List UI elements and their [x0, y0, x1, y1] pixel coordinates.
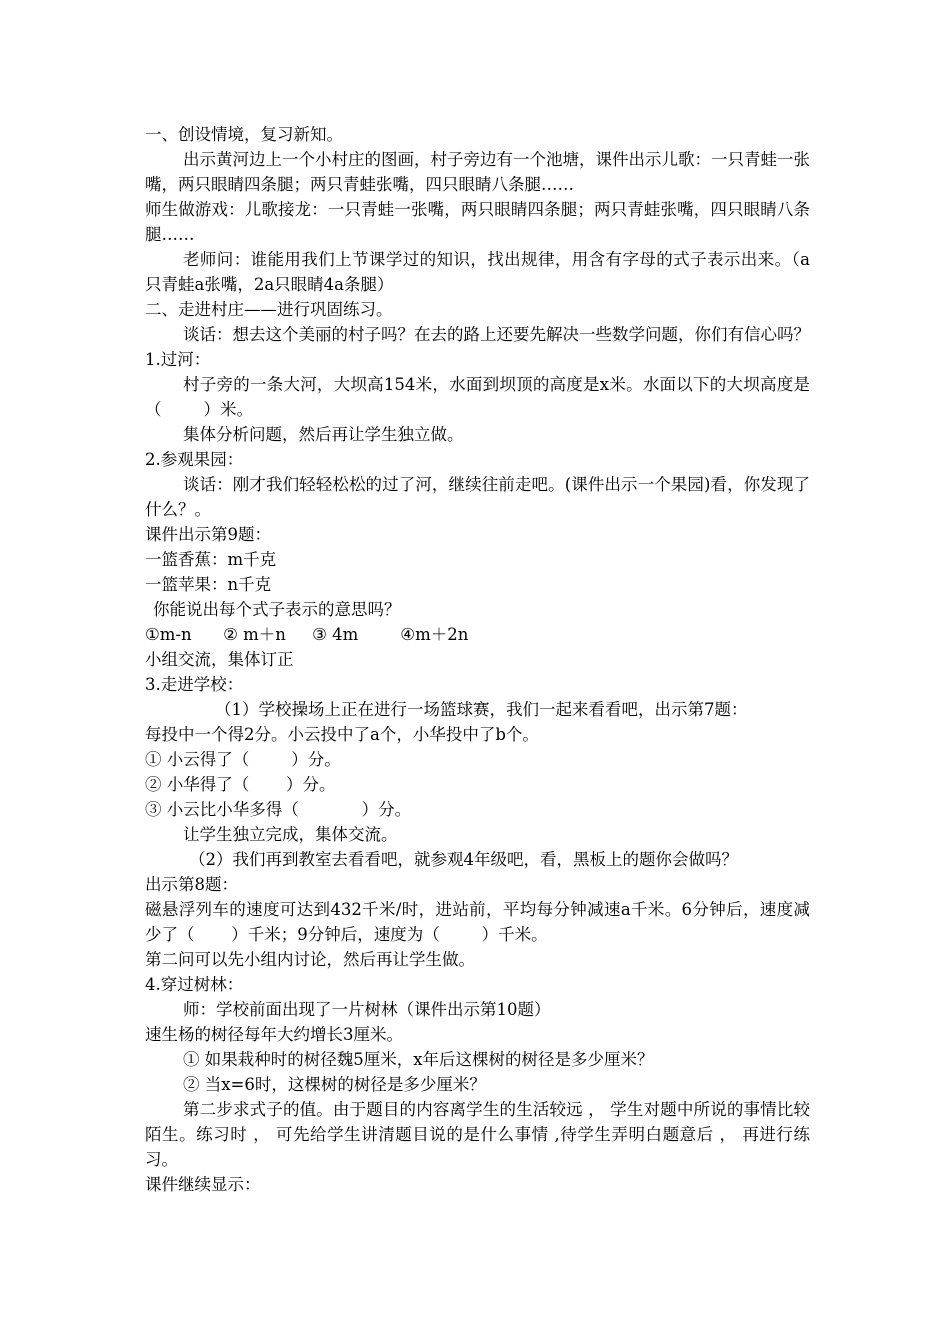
paragraph: 一篮香蕉：m千克 [145, 550, 277, 569]
paragraph: 一篮苹果：n千克 [145, 575, 272, 594]
paragraph: 村子旁的一条大河，大坝高154米，水面到坝顶的高度是x米。水面以下的大坝高度是（ ）米。 [145, 375, 810, 419]
paragraph: ③ 小云比小华多得（ ）分。 [145, 800, 412, 819]
paragraph: ① 小云得了（ ）分。 [145, 750, 341, 769]
paragraph: 老师问：谁能用我们上节课学过的知识，找出规律，用含有字母的式子表示出来。（a只青蛙a张嘴，2a只眼睛4a条腿） [145, 250, 810, 294]
paragraph: 小组交流，集体订正 [145, 650, 294, 669]
paragraph: 2.参观果园： [145, 450, 244, 469]
paragraph: 集体分析问题，然后再让学生独立做。 [183, 425, 464, 444]
paragraph: 磁悬浮列车的速度可达到432千米/时，进站前，平均每分钟减速a千米。6分钟后，速度减少了（ ）千米；9分钟后，速度为（ ）千米。 [145, 900, 810, 944]
paragraph: 课件继续显示： [145, 1175, 261, 1194]
paragraph: 速生杨的树径每年大约增长3厘米。 [145, 1025, 403, 1044]
paragraph: 3.走进学校： [145, 675, 244, 694]
paragraph: （1）学校操场上正在进行一场篮球赛，我们一起来看看吧，出示第7题： [215, 700, 748, 719]
paragraph: 师生做游戏：儿歌接龙：一只青蛙一张嘴，两只眼睛四条腿；两只青蛙张嘴，四只眼睛八条腿…… [145, 200, 810, 244]
paragraph: 出示黄河边上一个小村庄的图画，村子旁边有一个池塘，课件出示儿歌：一只青蛙一张嘴，两只眼睛四条腿；两只青蛙张嘴，四只眼睛八条腿…… [145, 150, 810, 194]
paragraph: ② 小华得了（ ）分。 [145, 775, 336, 794]
paragraph: 二、走进村庄——进行巩固练习。 [145, 300, 393, 319]
paragraph: 第二步求式子的值。由于题目的内容离学生的生活较远 ， 学生对题中所说的事情比较陌生。练习时 ， 可先给学生讲清题目说的是什么事情 ,待学生弄明白题意后 ， 再进行练习。 [145, 1100, 810, 1169]
paragraph: 课件出示第9题： [145, 525, 271, 544]
paragraph: ①m-n ② m＋n ③ 4m ④m＋2n [145, 625, 469, 644]
paragraph: 出示第8题： [145, 875, 238, 894]
paragraph: （2）我们再到教室去看看吧，就参观4年级吧，看，黑板上的题你会做吗？ [189, 850, 738, 869]
paragraph: 一、创设情境，复习新知。 [145, 125, 343, 144]
paragraph: 师：学校前面出现了一片树林（课件出示第10题） [183, 1000, 551, 1019]
paragraph: ① 如果栽种时的树径魏5厘米，x年后这棵树的树径是多少厘米？ [183, 1050, 654, 1069]
paragraph: 谈话：刚才我们轻轻松松的过了河，继续往前走吧。(课件出示一个果园)看，你发现了什么？。 [145, 475, 810, 519]
paragraph: 谈话：想去这个美丽的村子吗？在去的路上还要先解决一些数学问题，你们有信心吗？ [183, 325, 810, 344]
paragraph: 4.穿过树林： [145, 975, 244, 994]
paragraph: 第二问可以先小组内讨论，然后再让学生做。 [145, 950, 475, 969]
paragraph: 1.过河： [145, 350, 211, 369]
paragraph: 你能说出每个式子表示的意思吗？ [153, 600, 401, 619]
paragraph: ② 当x=6时，这棵树的树径是多少厘米？ [183, 1075, 486, 1094]
document-body [145, 122, 810, 1197]
paragraph: 每投中一个得2分。小云投中了a个，小华投中了b个。 [145, 725, 539, 744]
paragraph: 让学生独立完成，集体交流。 [183, 825, 398, 844]
